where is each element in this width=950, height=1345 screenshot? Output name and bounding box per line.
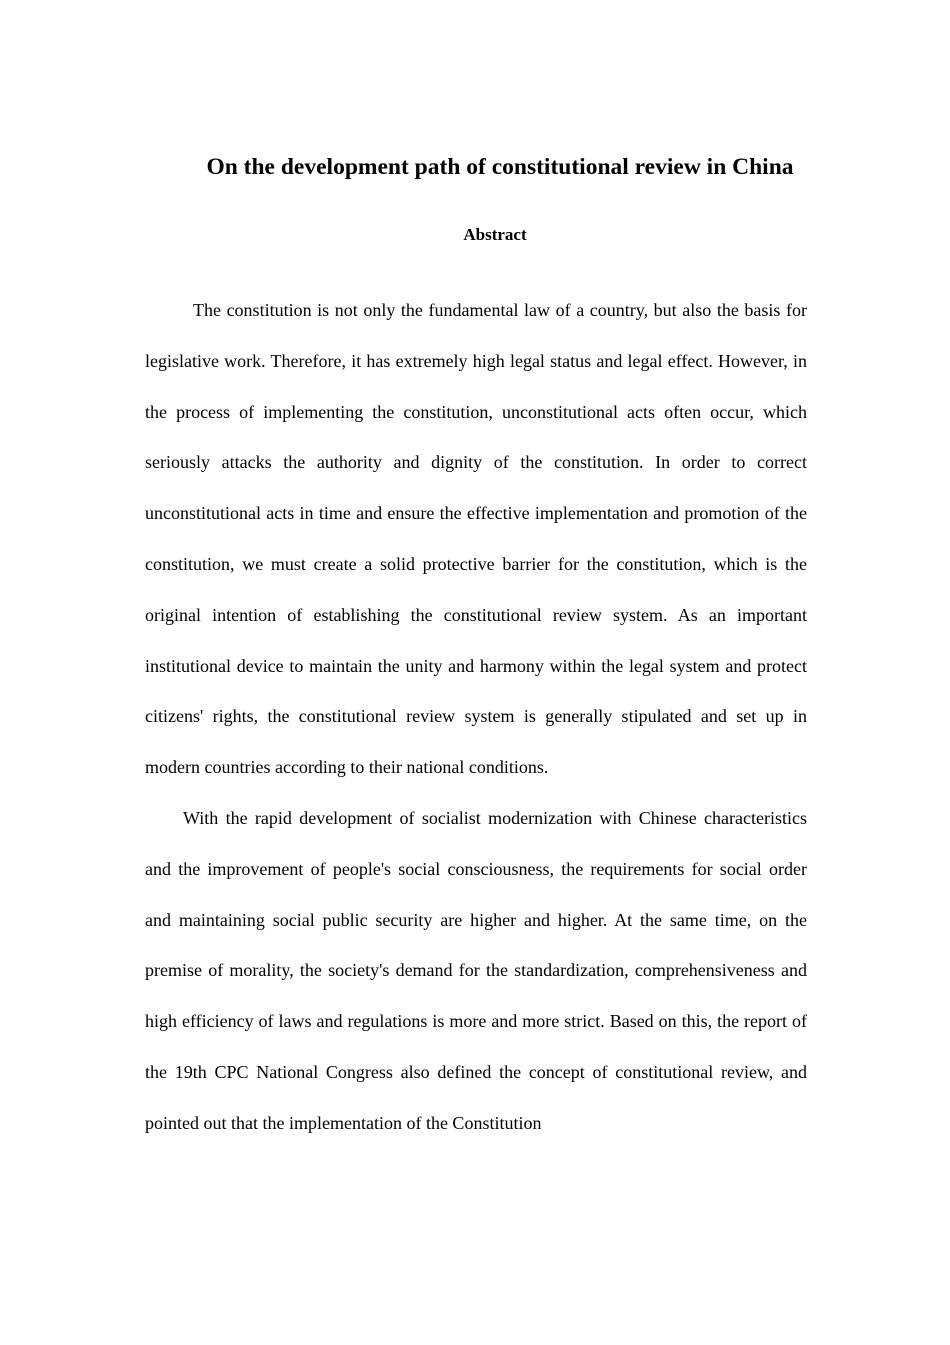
document-title: On the development path of constitutional review in China (206, 154, 794, 180)
abstract-body (145, 285, 807, 1149)
abstract-heading: Abstract (463, 225, 527, 244)
abstract-paragraph-2: With the rapid development of socialist modernization with Chinese characteristics and the improvement of people's social consciousness, the requirements for social order and maintaining social public security are higher and higher. At the same time, on the premise of morality, the society's demand for the standardization, comprehensiveness and high efficiency of laws and regulations is more and more strict. Based on this, the report of the 19th CPC National Congress also defined the concept of constitutional review, and pointed out that the implementation of the Constitution (145, 807, 807, 1133)
abstract-paragraph-1: The constitution is not only the fundamental law of a country, but also the basis for legislative work. Therefore, it has extremely high legal status and legal effect. However, in the process of implementing the constitution, unconstitutional acts often occur, which seriously attacks the authority and dignity of the constitution. In order to correct unconstitutional acts in time and ensure the effective implementation and promotion of the constitution, we must create a solid protective barrier for the constitution, which is the original intention of establishing the constitutional review system. As an important institutional device to maintain the unity and harmony within the legal system and protect citizens' rights, the constitutional review system is generally stipulated and set up in modern countries according to their national conditions. (145, 300, 807, 778)
